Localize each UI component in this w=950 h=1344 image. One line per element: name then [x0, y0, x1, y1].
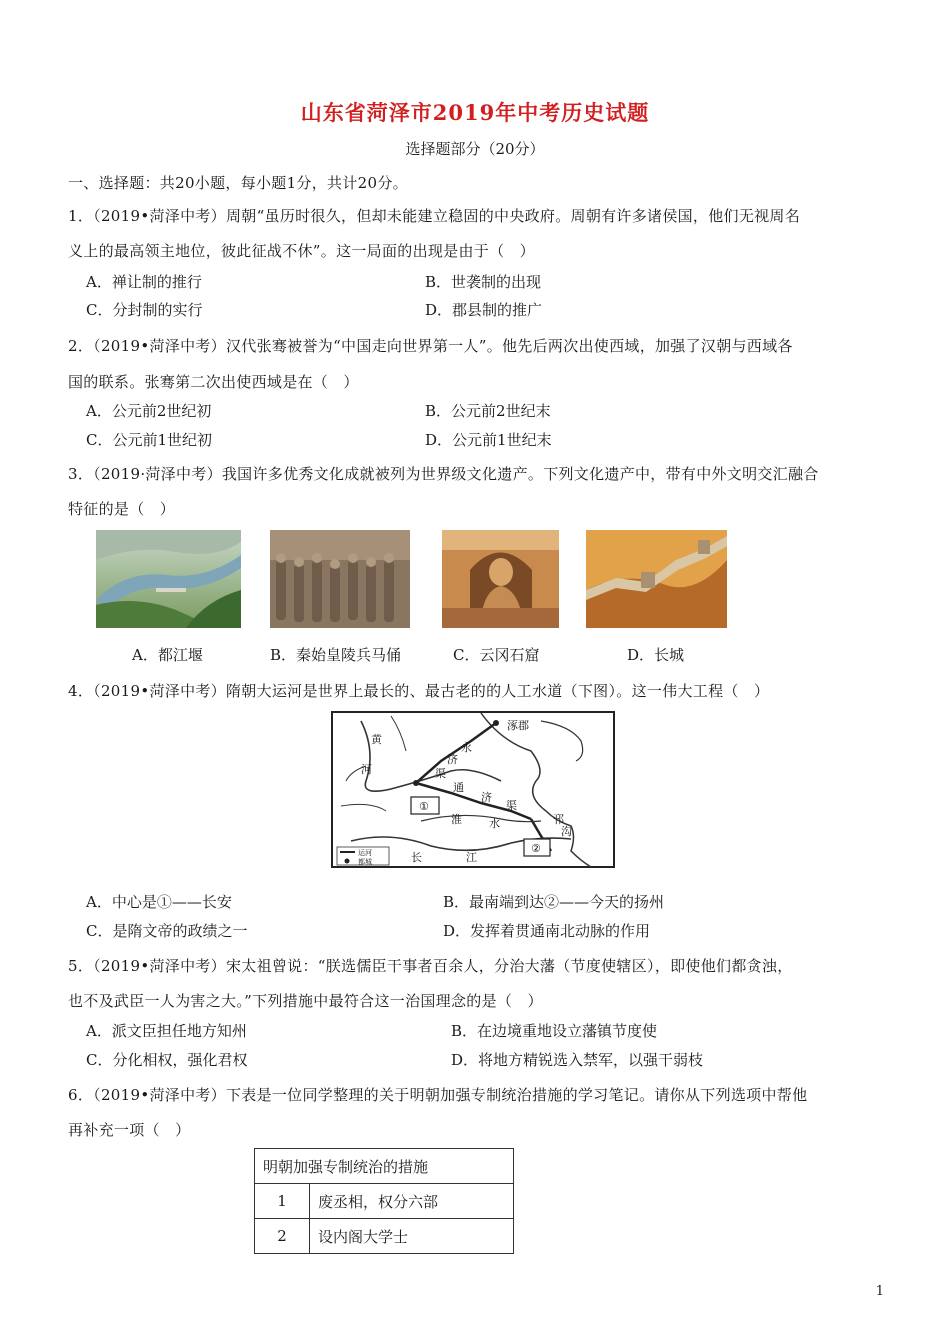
question-4-option-c[interactable]: C．是隋文帝的政绩之一	[86, 922, 248, 940]
map-label-zhuojun: 涿郡	[507, 719, 529, 732]
caption-d[interactable]: D．长城	[627, 646, 685, 664]
question-4-option-b[interactable]: B．最南端到达②——今天的扬州	[443, 893, 665, 911]
question-1-option-d[interactable]: D．郡县制的推广	[425, 301, 543, 319]
table-cell-measure: 废丞相，权分六部	[310, 1184, 514, 1219]
caption-a[interactable]: A．都江堰	[132, 646, 203, 664]
question-4-option-a[interactable]: A．中心是①——长安	[86, 893, 232, 911]
question-1-option-a[interactable]: A．禅让制的推行	[86, 273, 202, 291]
table-cell-measure: 设内阁大学士	[310, 1219, 514, 1254]
map-label-huai: 淮	[451, 813, 462, 826]
map-legend-capital: 都城	[358, 858, 372, 866]
question-2-option-c[interactable]: C．公元前1世纪初	[86, 431, 213, 449]
table-row	[255, 1219, 514, 1254]
map-label-1: ①	[419, 800, 429, 813]
question-2-option-b[interactable]: B．公元前2世纪末	[425, 402, 551, 420]
question-5-option-d[interactable]: D．将地方精锐选入禁军，以强干弱枝	[451, 1051, 704, 1069]
question-5-line-1: 5．（2019•菏泽中考）宋太祖曾说：“朕选儒臣干事者百余人，分治大藩（节度使辖区），即使他们都贪浊，	[68, 957, 793, 975]
question-4-option-d[interactable]: D．发挥着贯通南北动脉的作用	[443, 922, 651, 940]
map-label-ji: 济	[447, 753, 458, 766]
map-label-shui: 水	[489, 817, 500, 830]
question-1-option-b[interactable]: B．世袭制的出现	[425, 273, 542, 291]
question-5-option-a[interactable]: A．派文臣担任地方知州	[86, 1022, 247, 1040]
page-number: 1	[875, 1284, 884, 1299]
dujiangyan-photo	[96, 530, 241, 628]
map-label-jiang: 江	[466, 851, 477, 864]
table-header: 明朝加强专制统治的措施	[255, 1149, 514, 1184]
map-label-he: 河	[361, 763, 372, 776]
section-subtitle: 选择题部分（20分）	[405, 140, 545, 158]
question-6-line-2: 再补充一项（ ）	[68, 1121, 191, 1139]
question-1-line-1: 1．（2019•菏泽中考）周朝“虽历时很久，但却未能建立稳固的中央政府。周朝有许多诸侯国，他们无视周名	[68, 207, 801, 225]
question-1-line-2: 义上的最高领主地位，彼此征战不休”。这一局面的出现是由于（ ）	[68, 242, 535, 260]
map-label-huang: 黄	[371, 733, 382, 746]
caption-b[interactable]: B．秦始皇陵兵马俑	[270, 646, 402, 664]
map-label-chang: 长	[411, 851, 422, 864]
question-2-option-d[interactable]: D．公元前1世纪末	[425, 431, 552, 449]
question-5-option-b[interactable]: B．在边境重地设立藩镇节度使	[451, 1022, 658, 1040]
ming-measures-table	[254, 1148, 514, 1254]
table-header-row	[255, 1149, 514, 1184]
yungang-grottoes-photo	[442, 530, 559, 628]
question-4-line-1: 4．（2019•菏泽中考）隋朝大运河是世界上最长的、最古老的的人工水道（下图）。这一伟大工程（ ）	[68, 682, 770, 700]
table-cell-index: 2	[255, 1219, 310, 1254]
question-2-option-a[interactable]: A．公元前2世纪初	[86, 402, 212, 420]
question-3-line-2: 特征的是（ ）	[68, 500, 176, 518]
map-label-qu2: 渠	[506, 799, 517, 812]
map-label-qu: 渠	[435, 767, 446, 780]
map-label-2: ②	[531, 842, 541, 855]
map-legend-canal: 运河	[358, 849, 372, 857]
map-label-tong: 通	[453, 781, 464, 794]
terracotta-army-photo	[270, 530, 410, 628]
map-label-yong: 永	[461, 741, 472, 754]
question-2-line-1: 2．（2019•菏泽中考）汉代张骞被誉为“中国走向世界第一人”。他先后两次出使西域，加强了汉朝与西域各	[68, 337, 793, 355]
question-3-line-1: 3．（2019·菏泽中考）我国许多优秀文化成就被列为世界级文化遗产。下列文化遗产中，带有中外文明交汇融合	[68, 465, 819, 483]
map-label-han: 邗	[553, 813, 564, 826]
map-label-ji2: 济	[481, 791, 492, 804]
question-1-option-c[interactable]: C．分封制的实行	[86, 301, 203, 319]
caption-c[interactable]: C．云冈石窟	[453, 646, 540, 664]
question-2-line-2: 国的联系。张骞第二次出使西域是在（ ）	[68, 373, 359, 391]
page-title: 山东省菏泽市2019年中考历史试题	[300, 100, 650, 125]
question-5-option-c[interactable]: C．分化相权，强化君权	[86, 1051, 248, 1069]
table-cell-index: 1	[255, 1184, 310, 1219]
map-label-gou: 沟	[561, 825, 572, 838]
table-row	[255, 1184, 514, 1219]
section-instruction: 一、选择题：共20小题，每小题1分，共计20分。	[68, 174, 408, 192]
great-wall-photo	[586, 530, 727, 628]
grand-canal-map	[331, 711, 615, 868]
question-6-line-1: 6．（2019•菏泽中考）下表是一位同学整理的关于明朝加强专制统治措施的学习笔记。请你从下列选项中帮他	[68, 1086, 808, 1104]
question-5-line-2: 也不及武臣一人为害之大。”下列措施中最符合这一治国理念的是（ ）	[68, 992, 543, 1010]
